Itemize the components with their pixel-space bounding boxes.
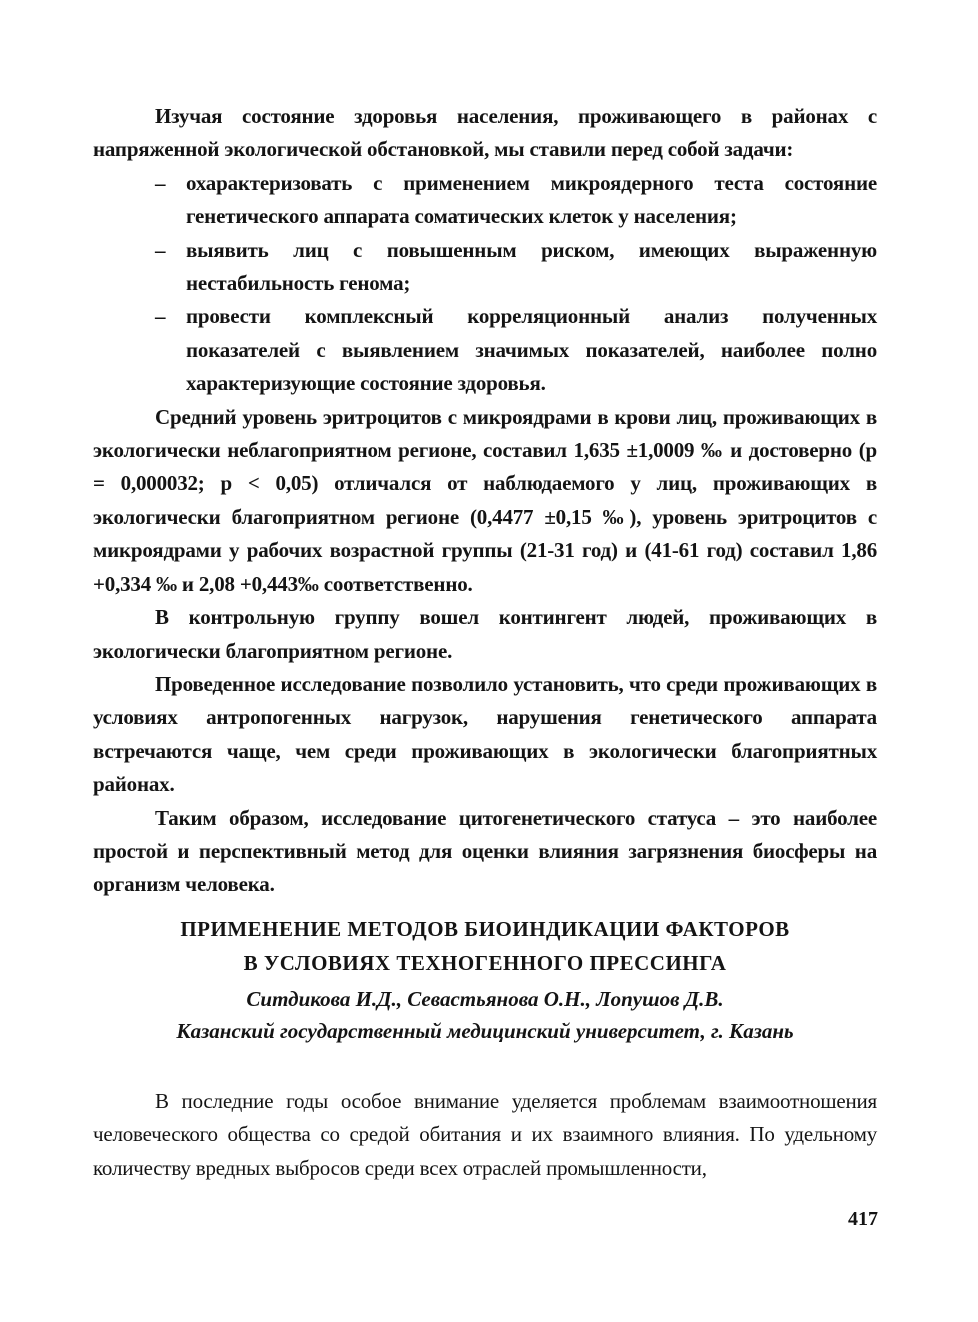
results-paragraph: Средний уровень эритроцитов с микроядрами в крови лиц, проживающих в экологически неблагоприятном регионе, составил 1,635 ±1,0009 ‰ и достоверно (р = 0,000032; р < 0,05) отличался от наблюдаемого у лиц, проживающих в экологически благоприятном регионе (0,4477 ±0,15 ‰), уровень эритроцитов с микроядрами у рабочих возрастной группы (21-31 год) и (41-61 год) составил 1,86 +0,334 ‰ и 2,08 +0,443‰ соответственно. bbox=[93, 404, 877, 596]
task-text: охарактеризовать с применением микроядерного теста состояние генетического аппарата соматических клеток у населения; bbox=[186, 170, 877, 229]
dash-marker: – bbox=[155, 237, 166, 262]
task-text: выявить лиц с повышенным риском, имеющих выраженную нестабильность генома; bbox=[186, 237, 877, 296]
title-line-1: ПРИМЕНЕНИЕ МЕТОДОВ БИОИНДИКАЦИИ ФАКТОРОВ bbox=[180, 917, 790, 941]
article-affiliation: Казанский государственный медицинский университет, г. Казань bbox=[176, 1019, 794, 1043]
intro-paragraph: Изучая состояние здоровья населения, проживающего в районах с напряженной экологической обстановкой, мы ставили перед собой задачи: bbox=[93, 104, 877, 162]
study-paragraph: Проведенное исследование позволило установить, что среди проживающих в условиях антропогенных нагрузок, нарушения генетического аппарата встречаются чаще, чем среди проживающих в экологически благоприятных районах. bbox=[93, 671, 877, 797]
list-item bbox=[93, 300, 877, 400]
title-line-2: В УСЛОВИЯХ ТЕХНОГЕННОГО ПРЕССИНГА bbox=[243, 951, 727, 975]
article-first-paragraph: В последние годы особое внимание уделяется проблемам взаимоотношения человеческого общества со средой обитания и их взаимного влияния. По удельному количеству вредных выбросов среди всех отраслей промышленности, bbox=[93, 1089, 877, 1180]
page-number: 417 bbox=[848, 1208, 878, 1230]
control-group-paragraph: В контрольную группу вошел контингент людей, проживающих в экологически благоприятном регионе. bbox=[93, 605, 877, 663]
task-text: провести комплексный корреляционный анализ полученных показателей с выявлением значимых показателей, наиболее полно характеризующие состояние здоровья. bbox=[186, 304, 877, 396]
dash-marker: – bbox=[155, 170, 166, 195]
article-authors: Ситдикова И.Д., Севастьянова О.Н., Лопушов Д.В. bbox=[246, 987, 724, 1011]
article-title bbox=[93, 912, 877, 980]
conclusion-paragraph: Таким образом, исследование цитогенетического статуса – это наиболее простой и перспективный метод для оценки влияния загрязнения биосферы на организм человека. bbox=[93, 805, 877, 897]
dash-marker: – bbox=[155, 304, 166, 329]
list-item bbox=[93, 234, 877, 301]
task-list bbox=[93, 167, 877, 401]
list-item bbox=[93, 167, 877, 234]
body-text-bottom bbox=[93, 1085, 877, 1185]
body-text-top bbox=[93, 100, 877, 902]
